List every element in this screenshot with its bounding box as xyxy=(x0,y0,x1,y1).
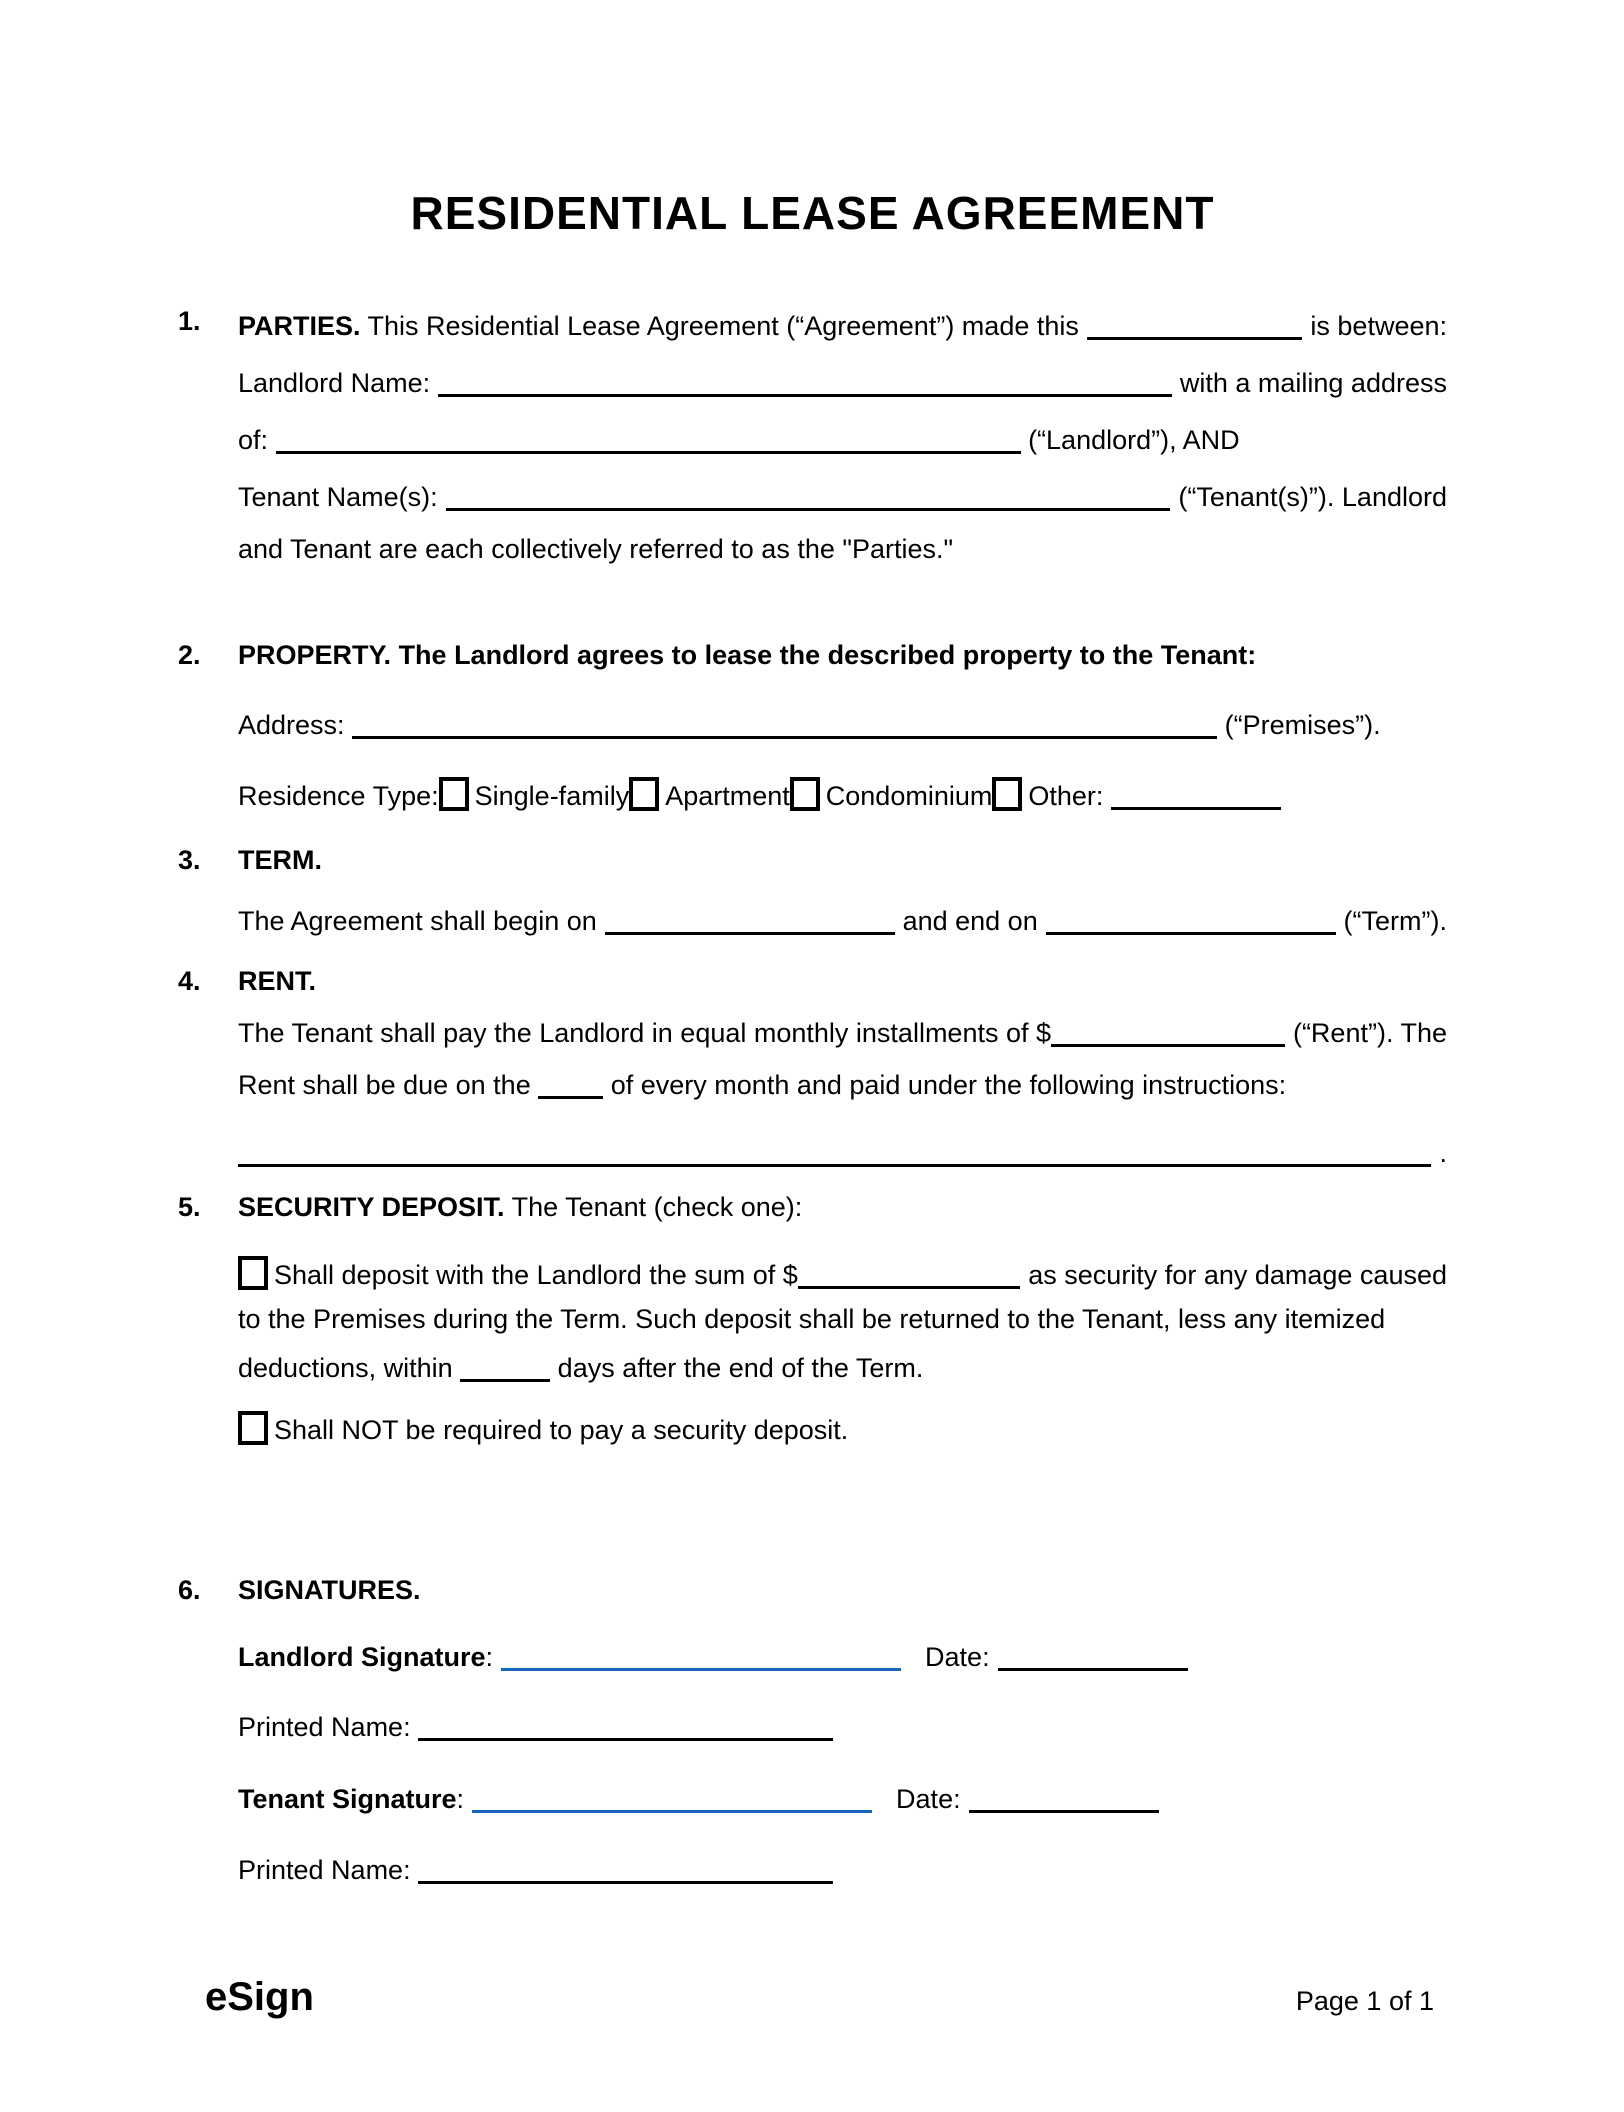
date-label: Date: xyxy=(896,1784,961,1814)
section-number: 1. xyxy=(178,306,201,336)
landlord-signature-label: Landlord Signature xyxy=(238,1642,486,1672)
date-label: Date: xyxy=(925,1642,990,1672)
parties-text-4: (“Landlord”), AND xyxy=(1028,425,1240,455)
esign-logo: eSign xyxy=(205,1975,314,2019)
security-header-text: The Tenant (check one): xyxy=(511,1192,803,1222)
section-number: 2. xyxy=(178,640,201,670)
landlord-address-blank[interactable] xyxy=(276,423,1021,454)
landlord-printed-name-blank[interactable] xyxy=(418,1710,833,1741)
landlord-signature-blank[interactable] xyxy=(501,1640,901,1671)
section-label: SECURITY DEPOSIT. xyxy=(238,1192,505,1222)
other-checkbox[interactable] xyxy=(992,777,1022,811)
document-title: RESIDENTIAL LEASE AGREEMENT xyxy=(410,187,1215,239)
rent-text-2: (“Rent”). The xyxy=(1292,1018,1447,1048)
page-footer xyxy=(205,1975,1434,2020)
apartment-checkbox[interactable] xyxy=(629,777,659,811)
residence-type-label: Residence Type: xyxy=(238,781,439,811)
rent-text-3: Rent shall be due on the xyxy=(238,1070,531,1100)
landlord-name-blank[interactable] xyxy=(438,366,1172,397)
section-number: 5. xyxy=(178,1192,201,1222)
section-label: PARTIES. This Residential Lease Agreement (“Agreement”) made this xyxy=(238,311,1079,341)
condominium-label: Condominium xyxy=(825,781,993,811)
address-label: Address: xyxy=(238,710,345,740)
section-parties xyxy=(178,304,1447,566)
security-text-2: as security for any damage caused xyxy=(1028,1260,1447,1290)
term-text-3: (“Term”). xyxy=(1343,906,1448,936)
no-deposit-checkbox[interactable] xyxy=(238,1411,268,1445)
single-family-checkbox[interactable] xyxy=(439,777,469,811)
landlord-address-label: of: xyxy=(238,425,269,455)
section-security-deposit xyxy=(178,1190,1447,1447)
section-property xyxy=(178,638,1447,813)
landlord-name-label: Landlord Name: xyxy=(238,368,431,398)
page-indicator: Page 1 of 1 xyxy=(1295,1986,1434,2016)
printed-name-label: Printed Name: xyxy=(238,1712,411,1742)
security-text-3: to the Premises during the Term. Such deposit shall be returned to the Tenant, less any itemized xyxy=(238,1304,1386,1334)
section-label: PROPERTY. xyxy=(238,640,392,670)
address-blank[interactable] xyxy=(352,708,1217,739)
rent-amount-blank[interactable] xyxy=(1051,1016,1285,1047)
parties-text-1: This Residential Lease Agreement (“Agreement”) made this xyxy=(367,311,1079,341)
parties-text-3: with a mailing address xyxy=(1179,368,1447,398)
section-label: TERM. xyxy=(238,845,322,875)
shall-deposit-checkbox[interactable] xyxy=(238,1256,268,1290)
premises-text: (“Premises”). xyxy=(1224,710,1381,740)
single-family-label: Single-family xyxy=(474,781,630,811)
end-date-blank[interactable] xyxy=(1046,904,1336,935)
begin-date-blank[interactable] xyxy=(605,904,895,935)
parties-text-6: and Tenant are each collectively referred to as the "Parties." xyxy=(238,534,954,564)
rent-text-1: The Tenant shall pay the Landlord in equal monthly installments of $ xyxy=(238,1018,1052,1048)
section-label: SIGNATURES. xyxy=(238,1575,421,1605)
payment-instructions-blank[interactable] xyxy=(238,1136,1431,1167)
security-text-6: Shall NOT be required to pay a security deposit. xyxy=(274,1415,849,1445)
property-header-text: The Landlord agrees to lease the described property to the Tenant: xyxy=(398,640,1257,670)
parties-text-2: is between: xyxy=(1310,311,1447,341)
section-rent xyxy=(178,964,1447,1170)
tenant-signature-blank[interactable] xyxy=(472,1782,872,1813)
section-number: 4. xyxy=(178,966,201,996)
landlord-date-blank[interactable] xyxy=(998,1640,1188,1671)
section-signatures: 6. SIGNATURES. Landlord Signature: Date: Printed Name: Tenant Signature: Date: Printed Name: xyxy=(178,1573,1447,1887)
security-text-1: Shall deposit with the Landlord the sum of $ xyxy=(274,1260,798,1290)
section-label: RENT. xyxy=(238,966,317,996)
security-text-5: days after the end of the Term. xyxy=(557,1353,924,1383)
tenant-signature-label: Tenant Signature xyxy=(238,1784,457,1814)
tenant-date-blank[interactable] xyxy=(969,1782,1159,1813)
security-text-4: deductions, within xyxy=(238,1353,453,1383)
section-term xyxy=(178,843,1447,938)
term-text-2: and end on xyxy=(902,906,1038,936)
section-number: 6. xyxy=(178,1575,201,1605)
other-label: Other: xyxy=(1028,781,1104,811)
rent-text-5: . xyxy=(1439,1138,1447,1168)
tenant-name-blank[interactable] xyxy=(446,480,1171,511)
term-text-1: The Agreement shall begin on xyxy=(238,906,597,936)
parties-text-5: (“Tenant(s)”). Landlord xyxy=(1178,482,1447,512)
printed-name-label: Printed Name: xyxy=(238,1855,411,1885)
other-blank[interactable] xyxy=(1111,779,1281,810)
condominium-checkbox[interactable] xyxy=(790,777,820,811)
apartment-label: Apartment xyxy=(665,781,790,811)
deposit-amount-blank[interactable] xyxy=(798,1258,1020,1289)
tenant-name-label: Tenant Name(s): xyxy=(238,482,438,512)
rent-text-4: of every month and paid under the following instructions: xyxy=(610,1070,1287,1100)
due-day-blank[interactable] xyxy=(538,1068,603,1099)
deposit-days-blank[interactable] xyxy=(460,1351,550,1382)
agreement-date-blank[interactable] xyxy=(1087,309,1303,340)
tenant-printed-name-blank[interactable] xyxy=(418,1853,833,1884)
section-number: 3. xyxy=(178,845,201,875)
